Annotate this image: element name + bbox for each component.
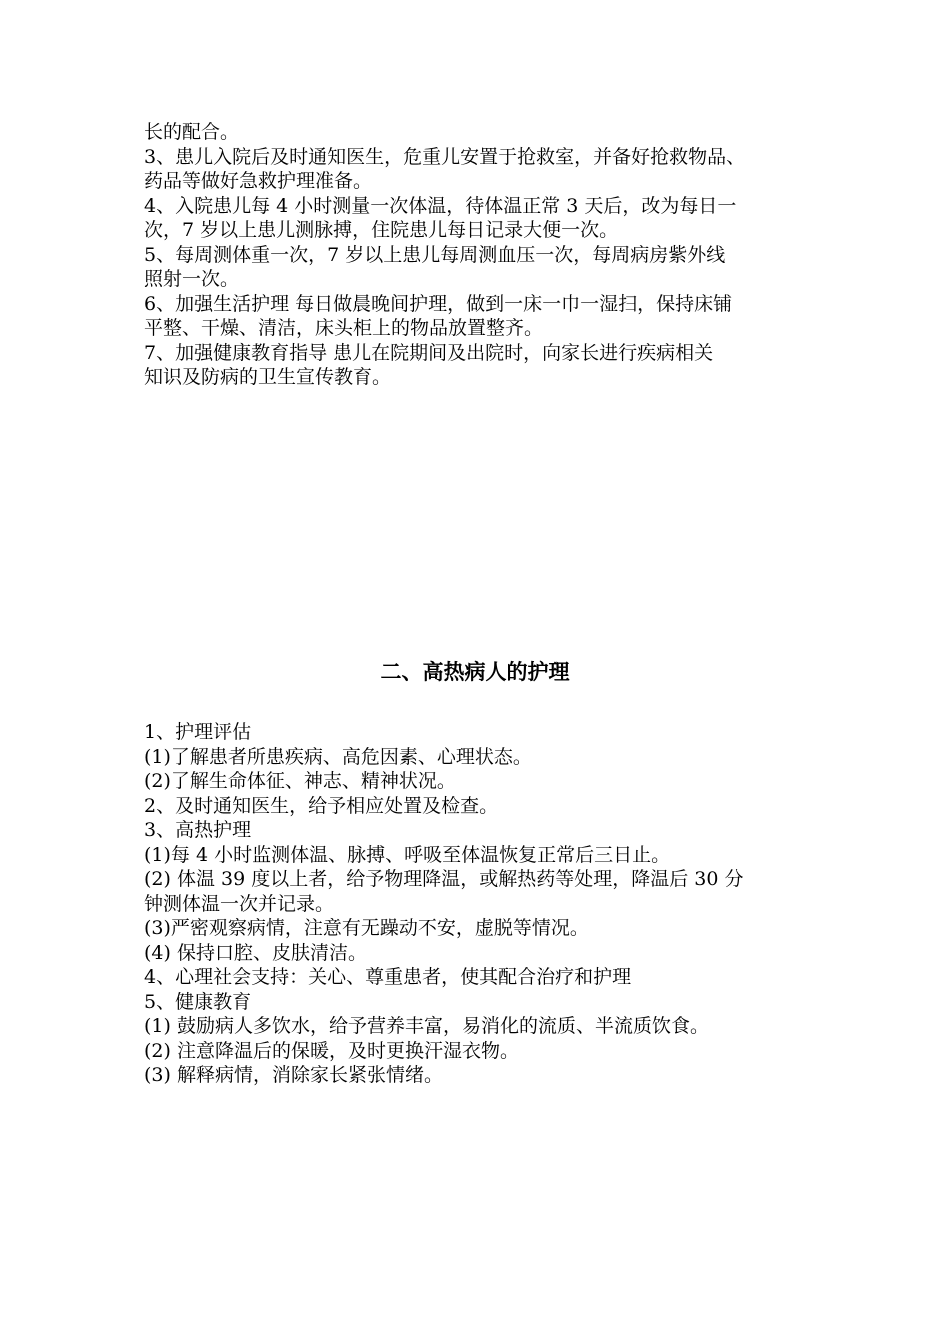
text-line: 长的配合。 (144, 121, 240, 143)
text-line: (2)了解生命体征、神志、精神状况。 (144, 770, 456, 792)
text-line: 4、入院患儿每 4 小时测量一次体温，待体温正常 3 天后，改为每日一 (144, 194, 737, 217)
text-line: (3)严密观察病情，注意有无躁动不安，虚脱等情况。 (144, 917, 589, 939)
text-line: (4) 保持口腔、皮肤清洁。 (144, 941, 367, 964)
text-line: (2) 注意降温后的保暖，及时更换汗湿衣物。 (144, 1039, 519, 1062)
text-line: 知识及防病的卫生宣传教育。 (144, 366, 392, 388)
text-line: 次，7 岁以上患儿测脉搏，住院患儿每日记录大便一次。 (144, 219, 619, 241)
text-line: 7、加强健康教育指导 患儿在院期间及出院时，向家长进行疾病相关 (144, 341, 714, 364)
text-line: 5、健康教育 (144, 990, 252, 1013)
text-line: 钟测体温一次并记录。 (144, 892, 335, 915)
text-line: 5、每周测体重一次，7 岁以上患儿每周测血压一次，每周病房紫外线 (144, 243, 726, 266)
text-line: 3、高热护理 (144, 819, 252, 841)
text-line: 6、加强生活护理 每日做晨晚间护理，做到一床一巾一湿扫，保持床铺 (144, 292, 733, 315)
text-line: 平整、干燥、清洁，床头柜上的物品放置整齐。 (144, 317, 544, 339)
text-line: 1、护理评估 (144, 721, 252, 743)
text-line: (1)每 4 小时监测体温、脉搏、呼吸至体温恢复正常后三日止。 (144, 843, 671, 866)
section-heading: 二、高热病人的护理 (380, 660, 570, 684)
fever-nursing-list (144, 720, 824, 1088)
text-line: (3) 解释病情，消除家长紧张情绪。 (144, 1064, 443, 1086)
text-line: (1) 鼓励病人多饮水，给予营养丰富，易消化的流质、半流质饮食。 (144, 1015, 709, 1037)
text-line: 药品等做好急救护理准备。 (144, 170, 373, 192)
text-line: 照射一次。 (144, 268, 240, 290)
text-line: 4、心理社会支持：关心、尊重患者，使其配合治疗和护理 (144, 966, 632, 988)
continued-nursing-list (144, 120, 824, 390)
text-line: (2) 体温 39 度以上者，给予物理降温，或解热药等处理，降温后 30 分 (144, 868, 744, 890)
text-line: 2、及时通知医生，给予相应处置及检查。 (144, 794, 499, 817)
text-line: (1)了解患者所患疾病、高危因素、心理状态。 (144, 745, 532, 768)
text-line: 3、患儿入院后及时通知医生，危重儿安置于抢救室，并备好抢救物品、 (144, 145, 746, 168)
